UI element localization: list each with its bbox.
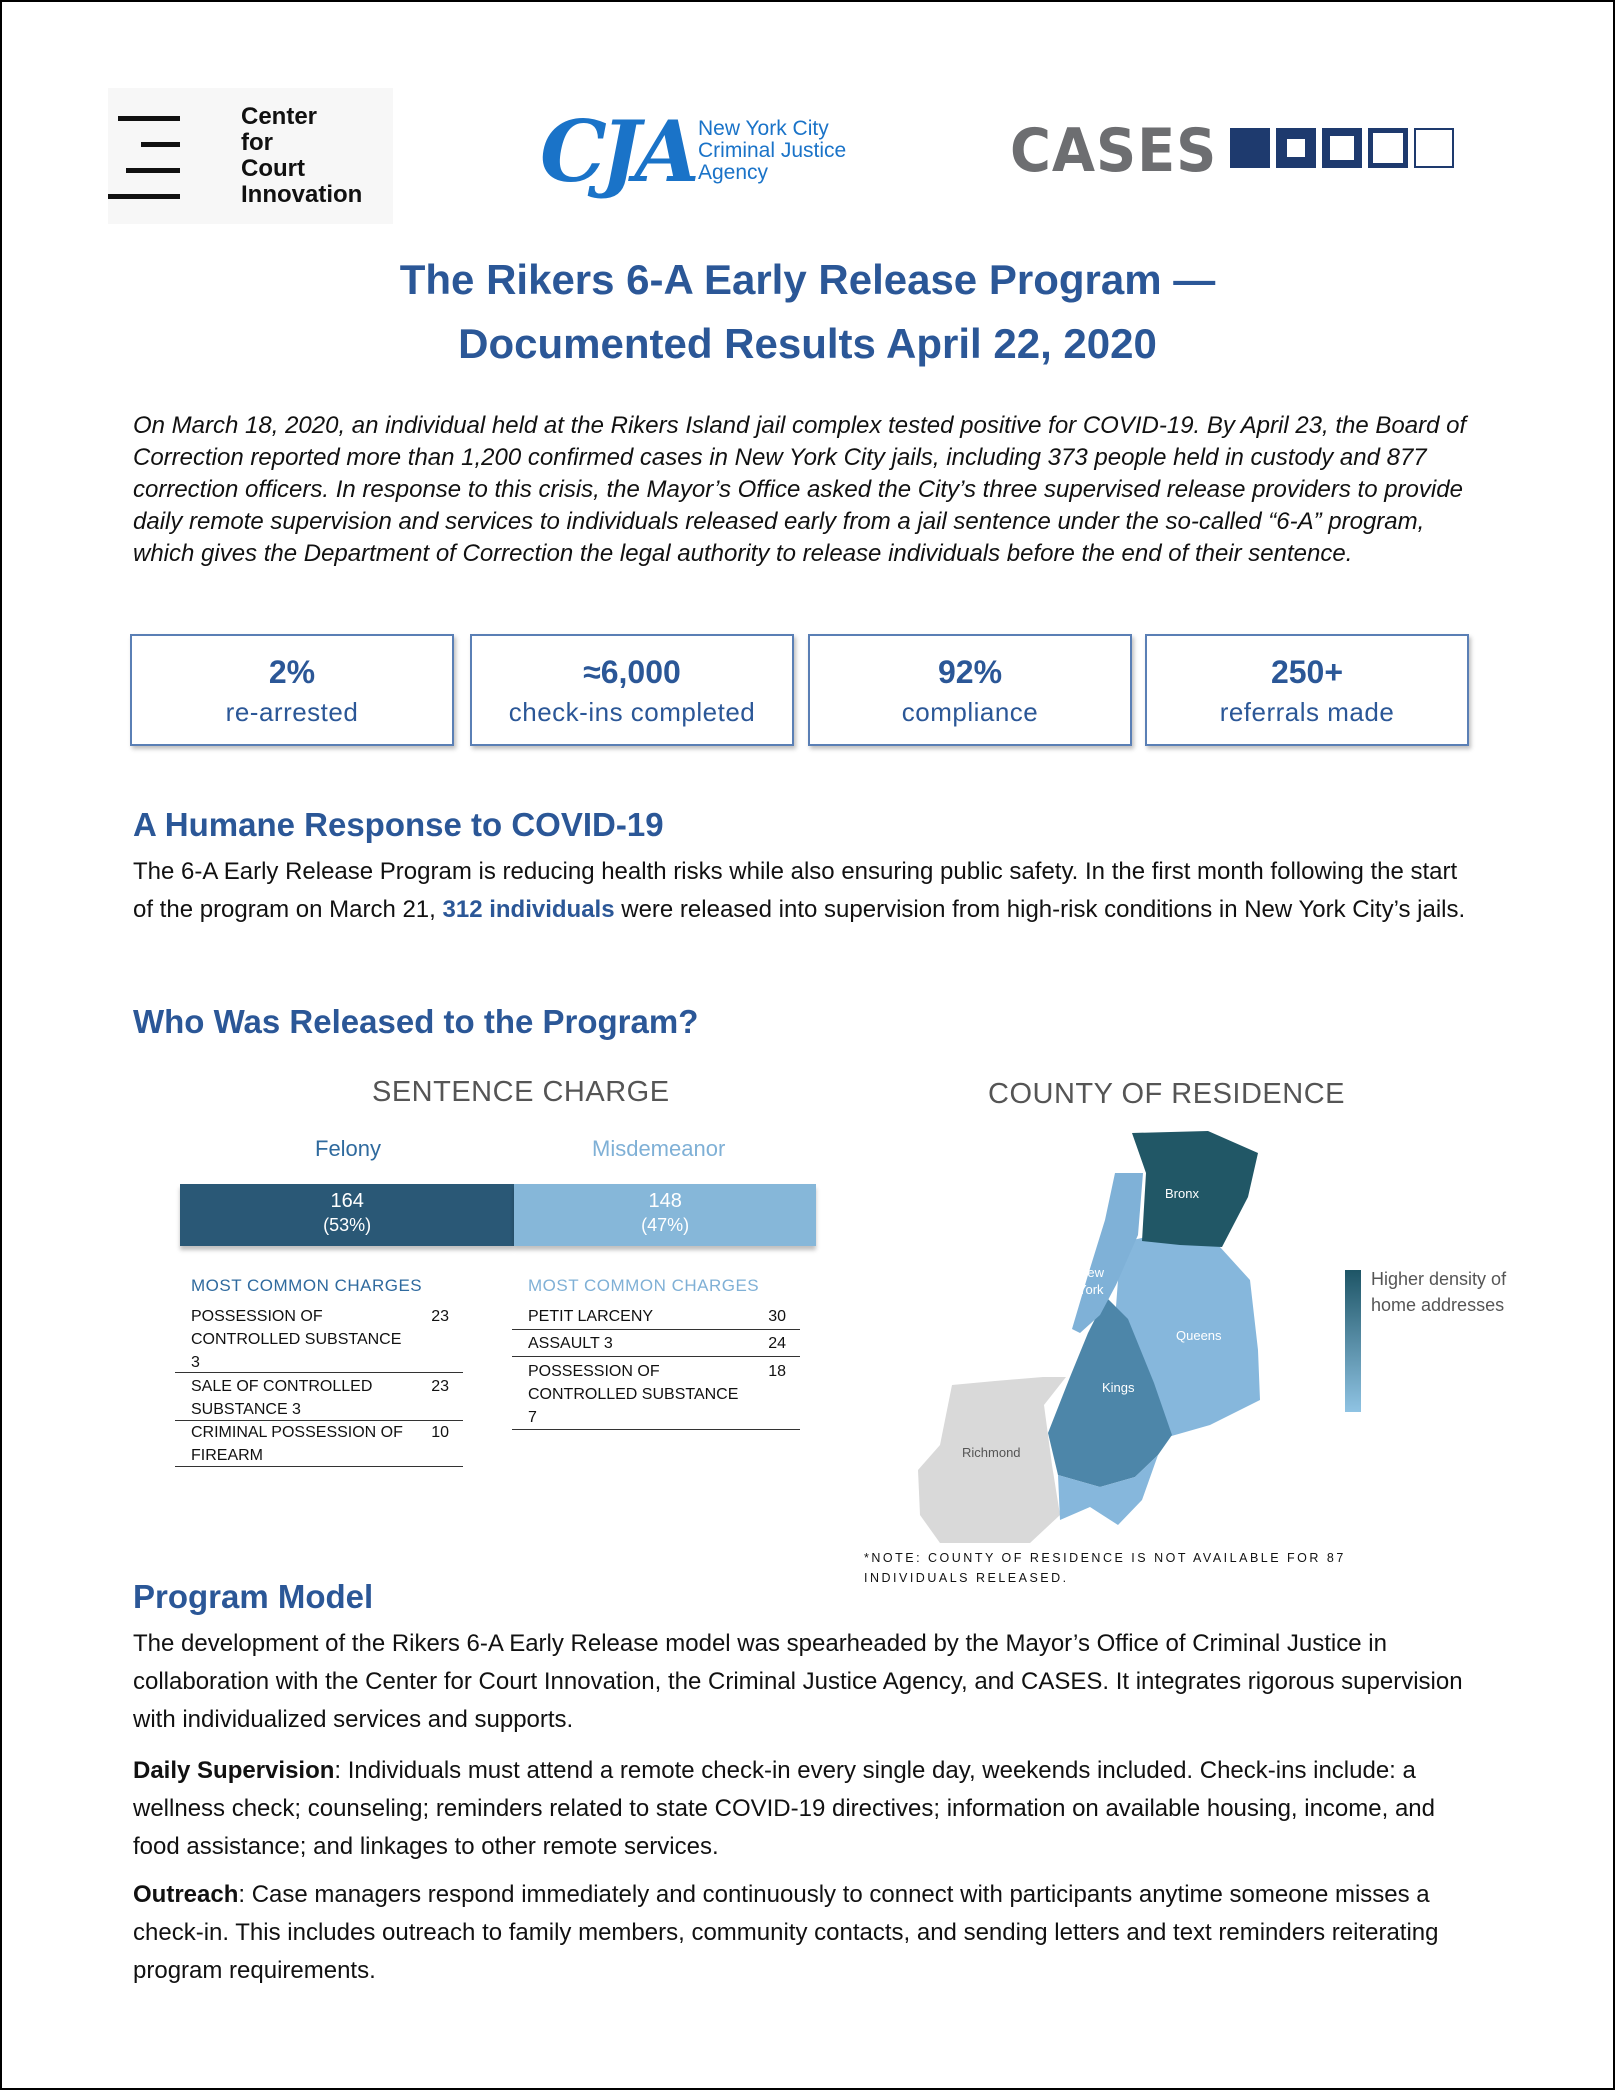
charge-name: CRIMINAL POSSESSION OF FIREARM <box>191 1424 403 1464</box>
humane-text: were released into supervision from high-risk conditions in New York City’s jails. <box>614 896 1466 923</box>
misdemeanor-bar-percent: (47%) <box>641 1215 690 1235</box>
cci-logo-bar <box>108 194 180 199</box>
charge-name: PETIT LARCENY <box>528 1308 654 1325</box>
daily-supervision-lead: Daily Supervision <box>133 1757 335 1784</box>
county-label-queens: Queens <box>1176 1328 1222 1343</box>
charge-name: POSSESSION OF CONTROLLED SUBSTANCE 7 <box>528 1363 739 1426</box>
cja-logo <box>540 102 880 208</box>
stat-value: ≈6,000 <box>583 654 681 690</box>
daily-supervision-text: : Individuals must attend a remote check-in every single day, weekends included. Check-ins include: a wellness check; counseling; reminders related to state COVID-19 directives; information on available housing, income, and food assistance; and linkages to other remote services. <box>133 1757 1435 1860</box>
county-label-new-york: New York <box>1078 1265 1105 1297</box>
misdemeanor-charge-row <box>512 1360 800 1430</box>
county-richmond <box>918 1377 1066 1543</box>
cases-logo-word: CASES <box>1010 116 1218 186</box>
cases-logo-box <box>1414 128 1454 168</box>
county-label-bronx: Bronx <box>1165 1186 1199 1201</box>
cases-logo-box <box>1276 128 1316 168</box>
cja-logo-line: Criminal Justice <box>698 139 847 162</box>
stat-box-rearrested <box>130 634 454 746</box>
intro-paragraph: On March 18, 2020, an individual held at the Rikers Island jail complex tested positive for COVID-19. By April 23, the Board of Correction reported more than 1,200 confirmed cases in New York City jails, including 373 people held in custody and 877 correction officers. In response to this crisis, the Mayor’s Office asked the City’s three supervised release providers to provide daily remote supervision and services to individuals released early from a jail sentence under the so-called “6-A” program, which gives the Department of Correction the legal authority to release individuals before the end of their sentence. <box>133 412 1467 567</box>
charge-count: 18 <box>768 1363 786 1380</box>
cases-logo-box <box>1322 128 1362 168</box>
outreach-text: : Case managers respond immediately and continuously to connect with participants anytime someone misses a check-in. This includes outreach to family members, community contacts, and sending letters and text reminders reiterating program requirements. <box>133 1881 1439 1984</box>
map-legend-gradient <box>1345 1270 1361 1412</box>
charge-name: ASSAULT 3 <box>528 1335 613 1352</box>
county-label-richmond: Richmond <box>962 1445 1021 1460</box>
felony-most-common-label: MOST COMMON CHARGES <box>191 1276 423 1295</box>
charge-count: 23 <box>431 1308 449 1325</box>
cases-logo <box>1010 116 1505 186</box>
stat-value: 250+ <box>1270 654 1344 690</box>
felony-bar-value: 164 <box>330 1190 364 1212</box>
cci-logo-text: Center for Court Innovation <box>241 103 363 208</box>
stat-value: 92% <box>937 654 1003 690</box>
misdemeanor-bar-value: 148 <box>648 1190 682 1212</box>
map-legend-label: Higher density of home addresses <box>1371 1269 1507 1315</box>
stat-label: referrals made <box>1219 697 1395 727</box>
county-map <box>910 1115 1470 1545</box>
felony-bar-percent: (53%) <box>323 1215 372 1235</box>
cci-logo <box>108 88 393 224</box>
section-heading-humane: A Humane Response to COVID-19 <box>133 806 664 843</box>
program-model-paragraph: The development of the Rikers 6-A Early Release model was spearheaded by the Mayor’s Office of Criminal Justice in collaboration with the Center for Court Innovation, the Criminal Justice Agency, and CASES. It integrates rigorous supervision with individualized services and supports. <box>133 1630 1463 1733</box>
charge-count: 24 <box>768 1335 786 1352</box>
cja-logo-line: Agency <box>698 161 769 184</box>
outreach-paragraph <box>133 1876 1483 1990</box>
stat-label: re-arrested <box>225 697 359 727</box>
stat-box-checkins <box>470 634 794 746</box>
cci-logo-bar <box>141 142 180 147</box>
felony-bar <box>180 1184 514 1246</box>
cja-logo-mark: CJA <box>540 102 694 201</box>
cases-logo-box <box>1230 128 1270 168</box>
sentence-charge-title: SENTENCE CHARGE <box>372 1076 670 1108</box>
stat-box-referrals <box>1145 634 1469 746</box>
stat-box-compliance <box>808 634 1132 746</box>
stat-label: compliance <box>901 697 1039 727</box>
cja-logo-text <box>698 118 846 184</box>
section-heading-released: Who Was Released to the Program? <box>133 1003 699 1040</box>
page-title <box>0 248 1615 376</box>
charge-count: 10 <box>431 1424 449 1441</box>
stat-label: check-ins completed <box>508 697 756 727</box>
felony-charge-row <box>175 1375 463 1421</box>
released-count-highlight: 312 individuals <box>442 896 615 923</box>
cci-logo-bar <box>118 116 180 121</box>
map-footnote: *NOTE: COUNTY OF RESIDENCE IS NOT AVAILABLE FOR 87 INDIVIDUALS RELEASED. <box>864 1551 1346 1585</box>
misdemeanor-charge-row <box>512 1305 800 1330</box>
stat-value: 2% <box>268 654 316 690</box>
misdemeanor-charge-row <box>512 1332 800 1357</box>
title-line-1: The Rikers 6-A Early Release Program — <box>399 256 1216 303</box>
title-line-2: Documented Results April 22, 2020 <box>458 320 1157 367</box>
section-heading-program-model: Program Model <box>133 1578 374 1615</box>
cases-logo-box <box>1368 128 1408 168</box>
cci-logo-bar <box>126 168 180 173</box>
misdemeanor-label: Misdemeanor <box>592 1136 726 1161</box>
cja-logo-line: New York City <box>698 117 829 140</box>
humane-text: The 6-A Early Release Program is reducing health risks while also ensuring public safety. In the first month following the start of the program on March 21, <box>133 858 1458 923</box>
charge-name: POSSESSION OF CONTROLLED SUBSTANCE 3 <box>191 1308 402 1371</box>
misdemeanor-most-common-label: MOST COMMON CHARGES <box>528 1276 760 1295</box>
humane-paragraph <box>133 853 1483 929</box>
charge-count: 23 <box>431 1378 449 1395</box>
county-label-kings: Kings <box>1102 1380 1135 1395</box>
charge-name: SALE OF CONTROLLED SUBSTANCE 3 <box>191 1378 373 1418</box>
felony-charge-row <box>175 1421 463 1467</box>
felony-charge-row <box>175 1305 463 1373</box>
daily-supervision-paragraph <box>133 1752 1483 1866</box>
felony-label: Felony <box>315 1136 382 1161</box>
county-map-title: COUNTY OF RESIDENCE <box>988 1078 1346 1110</box>
outreach-lead: Outreach <box>133 1881 239 1908</box>
misdemeanor-bar <box>514 1184 816 1246</box>
charge-count: 30 <box>768 1308 786 1325</box>
